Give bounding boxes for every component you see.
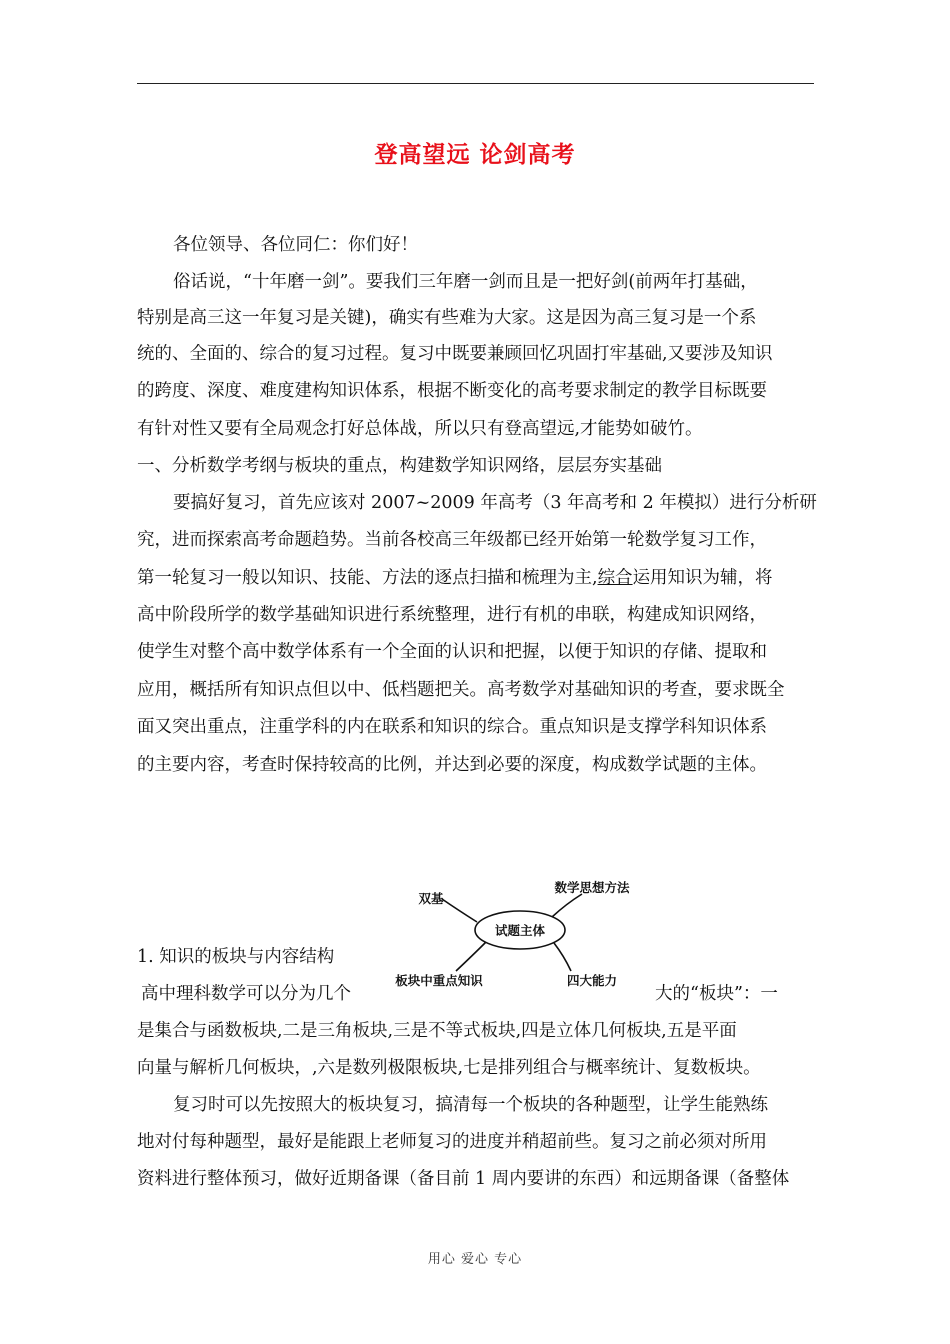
body-line: 复习时可以先按照大的板块复习，搞清每一个板块的各种题型，让学生能熟练: [173, 1095, 768, 1115]
section1-heading: 1. 知识的板块与内容结构: [137, 947, 335, 967]
body-line: 面又突出重点，注重学科的内在联系和知识的综合。重点知识是支撑学科知识体系: [137, 717, 767, 737]
underlined-word: 综合: [597, 568, 633, 588]
diagram-center-label: 试题主体: [494, 923, 546, 938]
body-line: 的跨度、深度、难度建构知识体系，根据不断变化的高考要求制定的教学目标既要: [137, 381, 767, 401]
diagram-label-bottom-left: 板块中重点知识: [395, 973, 483, 988]
body-line: 有针对性又要有全局观念打好总体战，所以只有登高望远,才能势如破竹。: [137, 419, 703, 439]
body-line: 究，进而探索高考命题趋势。当前各校高三年级都已经开始第一轮数学复习工作，: [137, 530, 767, 550]
page-title: 登高望远 论剑高考: [374, 142, 576, 168]
body-line: 高中阶段所学的数学基础知识进行系统整理，进行有机的串联，构建成知识网络，: [137, 605, 767, 625]
diagram-label-top-right: 数学思想方法: [554, 880, 630, 895]
greeting: 各位领导、各位同仁：你们好！: [173, 235, 418, 255]
connector-top-right: [552, 894, 582, 917]
body-line: [137, 560, 773, 596]
body-line: 统的、全面的、综合的复习过程。复习中既要兼顾回忆巩固打牢基础,又要涉及知识: [137, 344, 773, 364]
body-line-right: 大的“板块”：一: [655, 984, 778, 1004]
body-line: 应用，概括所有知识点但以中、低档题把关。高考数学对基础知识的考查，要求既全: [137, 680, 785, 700]
diagram-label-bottom-right: 四大能力: [566, 973, 618, 988]
body-line: 的主要内容，考查时保持较高的比例，并达到必要的深度，构成数学试题的主体。: [137, 755, 767, 775]
connector-bottom-right: [554, 943, 571, 971]
knowledge-structure-diagram: [386, 872, 646, 990]
body-line: 地对付每种题型，最好是能跟上老师复习的进度并稍超前些。复习之前必须对所用: [137, 1132, 767, 1152]
header-rule: [137, 83, 814, 84]
body-line: 是集合与函数板块,二是三角板块,三是不等式板块,四是立体几何板块,五是平面: [137, 1021, 737, 1041]
body-line: 资料进行整体预习，做好近期备课（备目前 1 周内要讲的东西）和远期备课（备整体: [137, 1169, 790, 1189]
section-heading: 一、分析数学考纲与板块的重点，构建数学知识网络，层层夯实基础: [137, 456, 662, 476]
body-text: 运用知识为辅，将: [632, 568, 773, 588]
connector-bottom-left: [456, 942, 486, 971]
body-line: 俗话说，“十年磨一剑”。要我们三年磨一剑而且是一把好剑(前两年打基础，: [173, 272, 758, 292]
diagram-label-top-left: 双基: [418, 891, 444, 906]
body-text: 第一轮复习一般以知识、技能、方法的逐点扫描和梳理为主,: [137, 568, 598, 588]
body-line-left: 高中理科数学可以分为几个: [141, 984, 351, 1004]
connector-top-left: [442, 899, 477, 922]
page-footer: 用心 爱心 专心: [427, 1252, 523, 1267]
body-line: 特别是高三这一年复习是关键)，确实有些难为大家。这是因为高三复习是一个系: [137, 308, 757, 328]
body-line: 使学生对整个高中数学体系有一个全面的认识和把握，以便于知识的存储、提取和: [137, 642, 767, 662]
body-line: 向量与解析几何板块，,六是数列极限板块,七是排列组合与概率统计、复数板块。: [137, 1058, 761, 1078]
body-line: 要搞好复习，首先应该对 2007~2009 年高考（3 年高考和 2 年模拟）进行分析研: [173, 493, 817, 513]
